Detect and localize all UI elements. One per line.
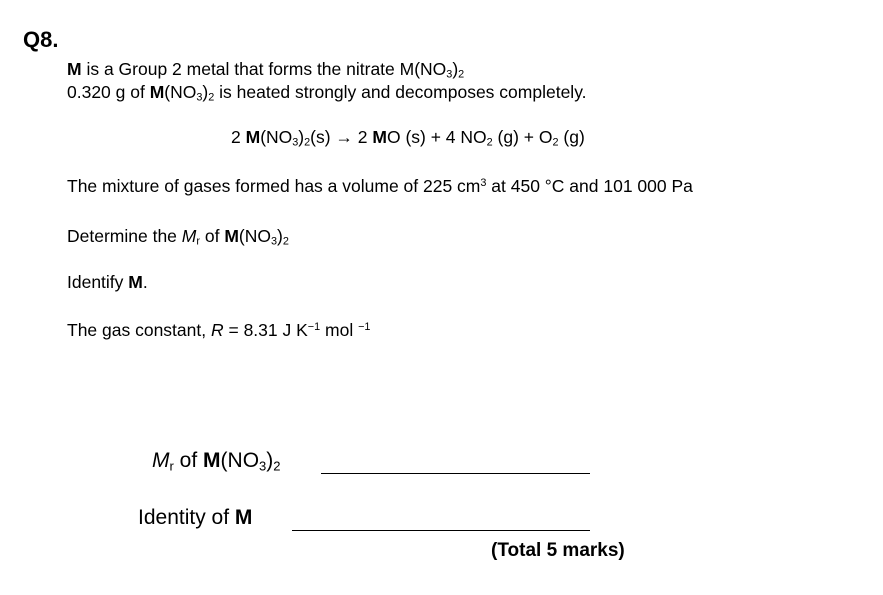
intro-line-2: 0.320 g of $M(NO_3)_2$ is heated strongly and decomposes completely. (67, 82, 587, 104)
identity-answer-line[interactable] (292, 530, 590, 531)
mr-answer-label: $M_r$ of $M(NO_3)_2$ (152, 449, 281, 474)
gas-volume-line: The mixture of gases formed has a volume of 225 $cm^3$ at 450 °C and 101 000 Pa (67, 176, 693, 196)
identity-answer-label: Identity of M (138, 506, 253, 529)
determine-instruction: Determine the $M_r$ of $M(NO_3)_2$ (67, 226, 289, 248)
identify-instruction: Identify M. (67, 272, 148, 292)
mr-answer-line[interactable] (321, 473, 590, 474)
total-marks: (Total 5 marks) (491, 540, 625, 561)
intro-line-1: M is a Group 2 metal that forms the nitrate $M(NO_3)_2$ (67, 59, 465, 81)
gas-constant-line: The gas constant, R = 8.31 J $K^{-1}$ mol $^{-1}$ (67, 320, 371, 340)
question-number: Q8. (23, 27, 59, 52)
decomposition-equation: 2 $M(NO_3)_2(s) \to 2$ MO (s) + 4 $NO_2$ $(g) + O_2$ (g) (231, 127, 585, 149)
